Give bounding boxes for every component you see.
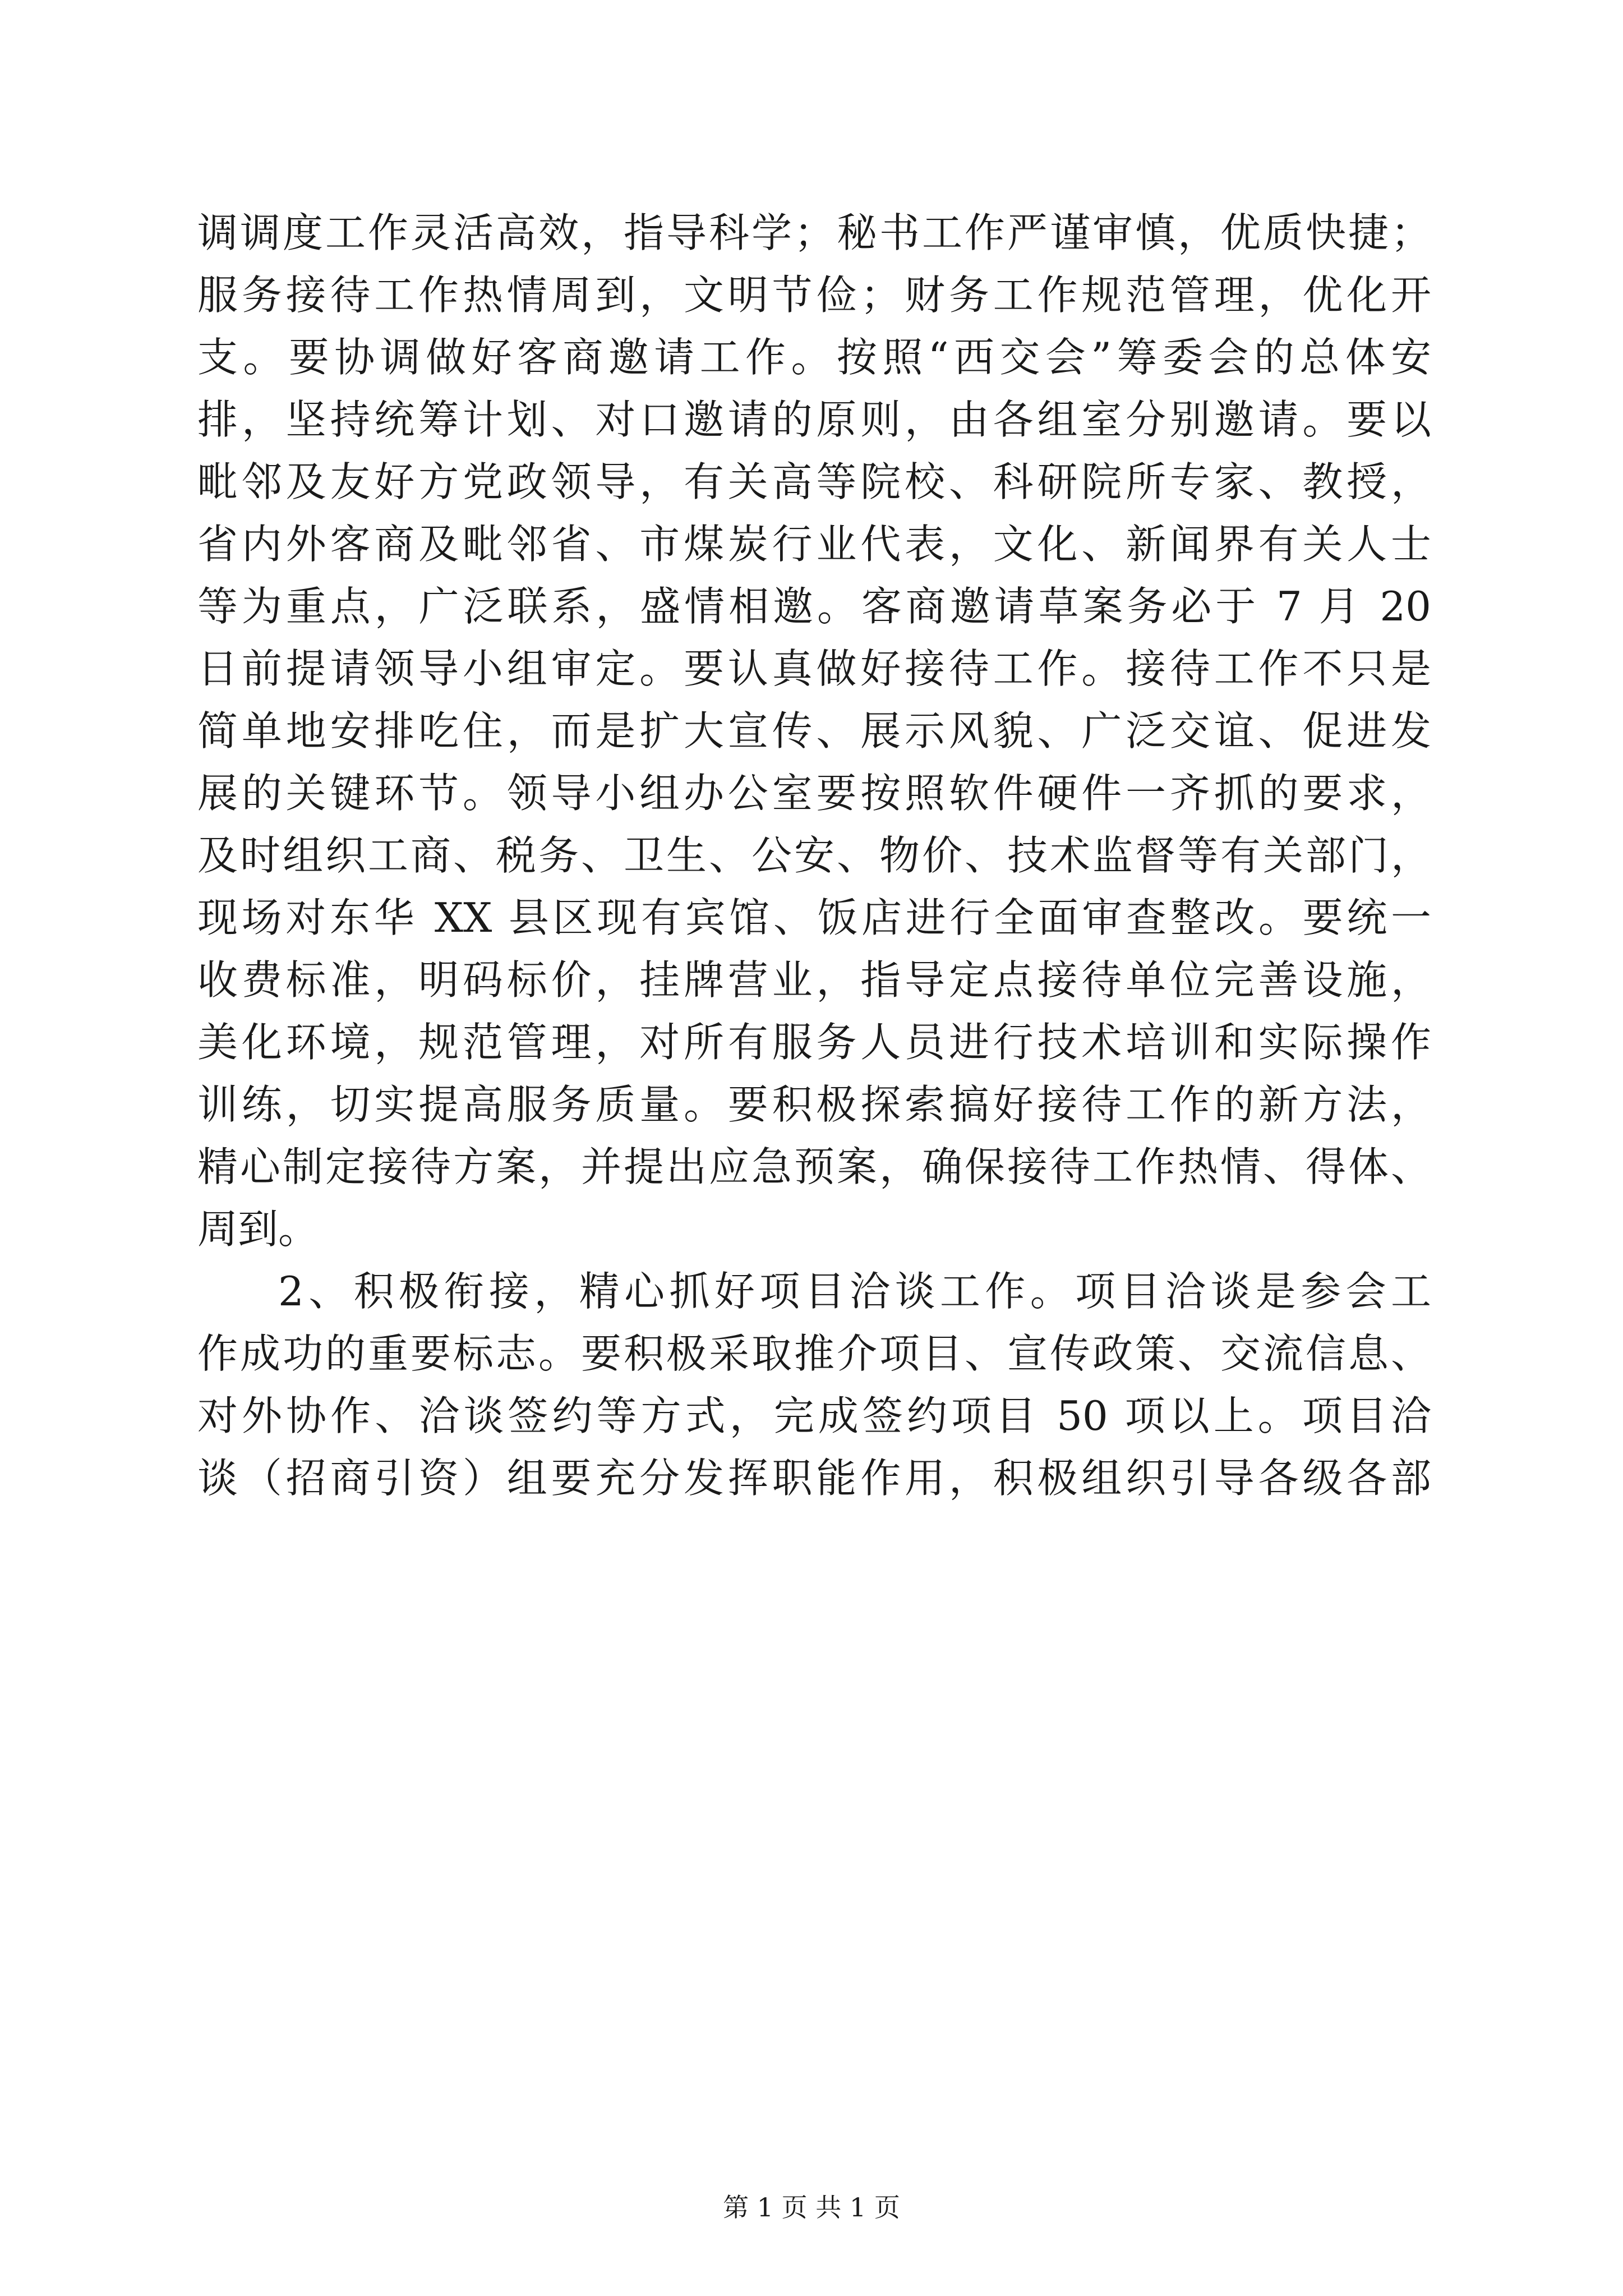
- text-line: 精心制定接待方案，并提出应急预案，确保接待工作热情、得体、: [197, 1143, 1431, 1190]
- text-line: 作成功的重要标志。要积极采取推介项目、宣传政策、交流信息、: [197, 1330, 1431, 1377]
- text-line: 服务接待工作热情周到，文明节俭；财务工作规范管理，优化开: [197, 272, 1431, 319]
- text-line: 谈（招商引资）组要充分发挥职能作用，积极组织引导各级各部: [197, 1455, 1431, 1502]
- text-line: 训练，切实提高服务质量。要积极探索搞好接待工作的新方法，: [197, 1081, 1431, 1128]
- page-footer: [0, 2191, 1623, 2224]
- text-line: 及时组织工商、税务、卫生、公安、物价、技术监督等有关部门，: [197, 832, 1431, 879]
- text-line: 美化环境，规范管理，对所有服务人员进行技术培训和实际操作: [197, 1019, 1431, 1066]
- text-line: 支。要协调做好客商邀请工作。按照“西交会”筹委会的总体安: [197, 334, 1431, 381]
- page-number: 第 1 页 共 1 页: [723, 2192, 900, 2223]
- text-line: 周到。: [197, 1205, 319, 1253]
- text-line: 简单地安排吃住，而是扩大宣传、展示风貌、广泛交谊、促进发: [197, 707, 1431, 754]
- text-line: 展的关键环节。领导小组办公室要按照软件硬件一齐抓的要求，: [197, 770, 1431, 817]
- text-line: 日前提请领导小组审定。要认真做好接待工作。接待工作不只是: [197, 645, 1431, 692]
- text-line: 省内外客商及毗邻省、市煤炭行业代表，文化、新闻界有关人士: [197, 521, 1431, 568]
- paragraph-1: [197, 202, 1431, 1260]
- text-line: 对外协作、洽谈签约等方式，完成签约项目 50 项以上。项目洽: [197, 1392, 1431, 1439]
- text-line: 2、积极衔接，精心抓好项目洽谈工作。项目洽谈是参会工: [278, 1268, 1431, 1315]
- text-line: 收费标准，明码标价，挂牌营业，指导定点接待单位完善设施，: [197, 956, 1431, 1004]
- text-line: 现场对东华 XX 县区现有宾馆、饭店进行全面审查整改。要统一: [197, 894, 1431, 941]
- text-line: 调调度工作灵活高效，指导科学；秘书工作严谨审慎，优质快捷；: [197, 209, 1431, 256]
- text-line: 等为重点，广泛联系，盛情相邀。客商邀请草案务必于 7 月 20: [197, 583, 1431, 630]
- text-line: 排，坚持统筹计划、对口邀请的原则，由各组室分别邀请。要以: [197, 396, 1431, 443]
- paragraph-2: [197, 1260, 1431, 1510]
- document-body: [197, 202, 1431, 1510]
- text-line: 毗邻及友好方党政领导，有关高等院校、科研院所专家、教授，: [197, 458, 1431, 505]
